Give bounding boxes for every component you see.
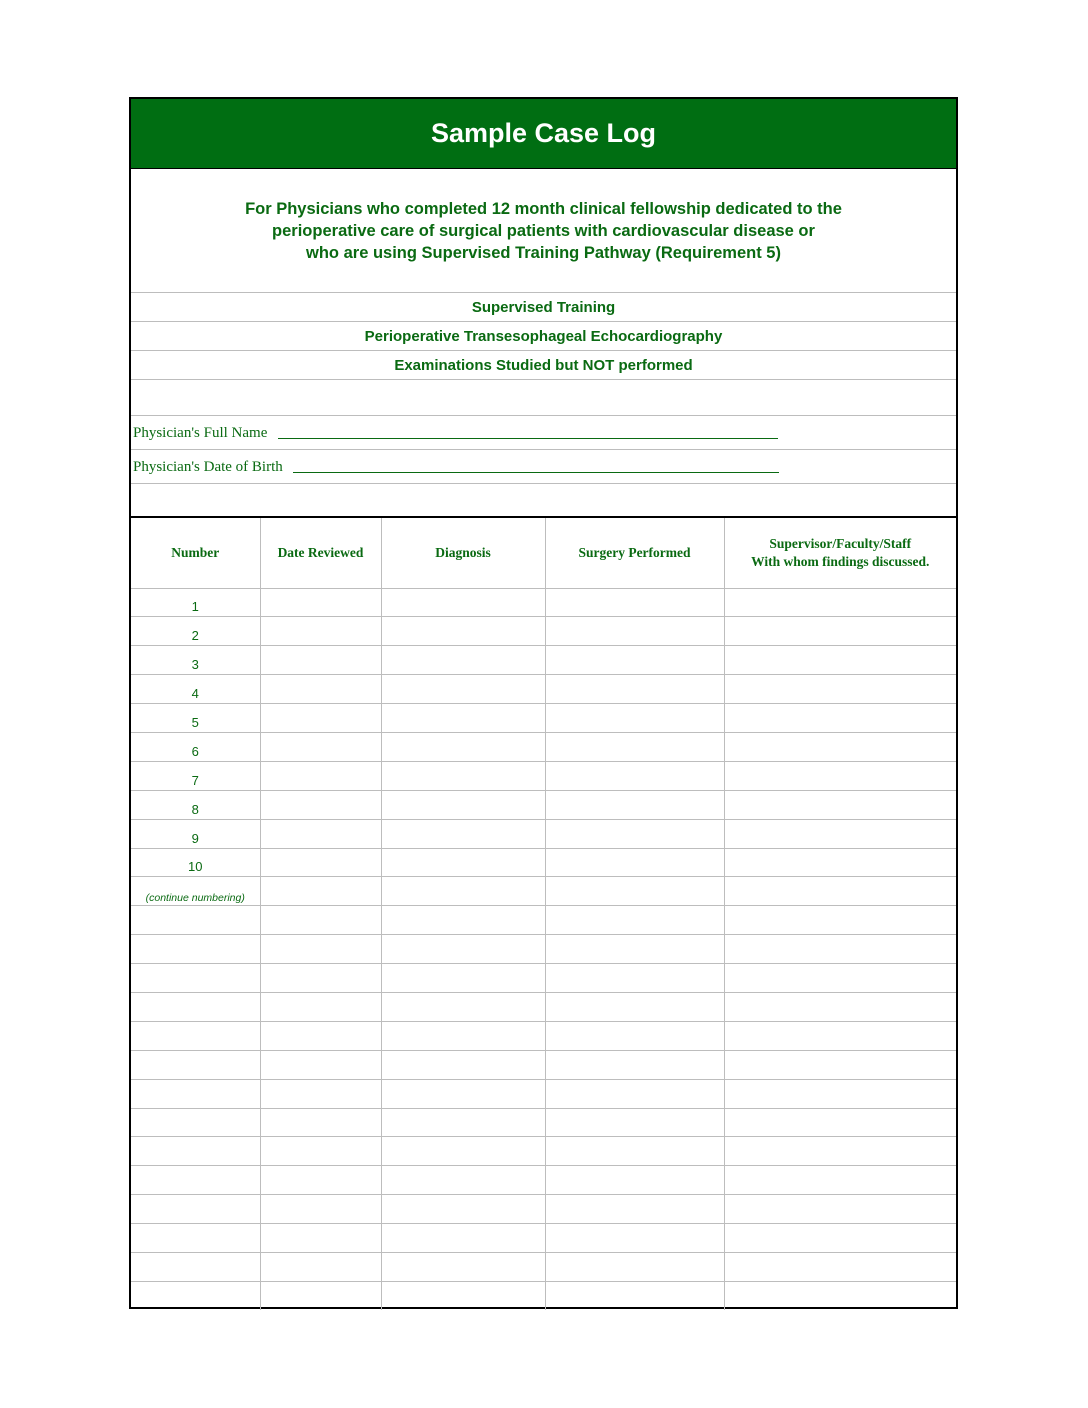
table-row: [131, 877, 956, 906]
row-number-cell[interactable]: [131, 1137, 260, 1166]
date-reviewed-cell[interactable]: [260, 906, 381, 935]
supervisor-cell[interactable]: [724, 1137, 956, 1166]
supervisor-cell[interactable]: [724, 1252, 956, 1281]
diagnosis-cell[interactable]: [381, 761, 545, 790]
table-row: [131, 906, 956, 935]
row-number-cell[interactable]: [131, 1224, 260, 1253]
case-log-table: [131, 516, 956, 1310]
subheading-training: Supervised Training: [131, 293, 956, 322]
diagnosis-cell[interactable]: [381, 848, 545, 877]
row-number-cell[interactable]: 6: [131, 732, 260, 761]
date-reviewed-cell[interactable]: [260, 588, 381, 617]
supervisor-cell[interactable]: [724, 964, 956, 993]
header-supervisor-line-1: Supervisor/Faculty/Staff: [769, 535, 912, 551]
full-name-row: [131, 416, 956, 450]
table-row: [131, 1252, 956, 1281]
table-row: [131, 646, 956, 675]
surgery-performed-cell[interactable]: [545, 935, 724, 964]
date-reviewed-cell[interactable]: [260, 992, 381, 1021]
date-reviewed-cell[interactable]: [260, 732, 381, 761]
date-reviewed-cell[interactable]: [260, 1252, 381, 1281]
surgery-performed-cell[interactable]: [545, 964, 724, 993]
diagnosis-cell[interactable]: [381, 675, 545, 704]
table-row: [131, 1021, 956, 1050]
table-row: [131, 1050, 956, 1079]
date-reviewed-cell[interactable]: [260, 646, 381, 675]
supervisor-cell[interactable]: [724, 819, 956, 848]
table-row: [131, 1166, 956, 1195]
row-number-cell[interactable]: 5: [131, 704, 260, 733]
date-reviewed-cell[interactable]: [260, 1137, 381, 1166]
surgery-performed-cell[interactable]: [545, 992, 724, 1021]
surgery-performed-cell[interactable]: [545, 1224, 724, 1253]
blank-row: [131, 484, 956, 516]
diagnosis-cell[interactable]: [381, 732, 545, 761]
row-number-cell[interactable]: 1: [131, 588, 260, 617]
supervisor-cell[interactable]: [724, 761, 956, 790]
row-number-cell[interactable]: 10: [131, 848, 260, 877]
header-supervisor-line-2: With whom findings discussed.: [751, 553, 930, 569]
surgery-performed-cell[interactable]: [545, 877, 724, 906]
date-reviewed-cell[interactable]: [260, 1021, 381, 1050]
row-number-cell[interactable]: [131, 1050, 260, 1079]
row-number-cell[interactable]: [131, 1195, 260, 1224]
table-header-row: [131, 517, 956, 588]
supervisor-cell[interactable]: [724, 588, 956, 617]
header-date-reviewed: Date Reviewed: [260, 517, 381, 588]
row-number-cell[interactable]: [131, 1108, 260, 1137]
table-row: [131, 964, 956, 993]
date-reviewed-cell[interactable]: [260, 790, 381, 819]
supervisor-cell[interactable]: [724, 790, 956, 819]
full-name-label: Physician's Full Name: [133, 425, 268, 441]
supervisor-cell[interactable]: [724, 906, 956, 935]
row-number-cell[interactable]: [131, 1079, 260, 1108]
intro-text: [131, 169, 956, 293]
supervisor-cell[interactable]: [724, 646, 956, 675]
header-supervisor: [724, 517, 956, 588]
date-reviewed-cell[interactable]: [260, 704, 381, 733]
supervisor-cell[interactable]: [724, 877, 956, 906]
table-row: [131, 992, 956, 1021]
blank-row: [131, 380, 956, 416]
surgery-performed-cell[interactable]: [545, 675, 724, 704]
surgery-performed-cell[interactable]: [545, 1195, 724, 1224]
date-reviewed-cell[interactable]: [260, 848, 381, 877]
table-row: [131, 819, 956, 848]
supervisor-cell[interactable]: [724, 1224, 956, 1253]
supervisor-cell[interactable]: [724, 935, 956, 964]
table-row: [131, 1195, 956, 1224]
row-number-cell[interactable]: 8: [131, 790, 260, 819]
diagnosis-cell[interactable]: [381, 1224, 545, 1253]
date-reviewed-cell[interactable]: [260, 1281, 381, 1310]
supervisor-cell[interactable]: [724, 1050, 956, 1079]
table-row: [131, 1137, 956, 1166]
diagnosis-cell[interactable]: [381, 1137, 545, 1166]
surgery-performed-cell[interactable]: [545, 1021, 724, 1050]
date-reviewed-cell[interactable]: [260, 819, 381, 848]
surgery-performed-cell[interactable]: [545, 704, 724, 733]
row-number-cell[interactable]: [131, 935, 260, 964]
table-row: [131, 1079, 956, 1108]
table-row: [131, 675, 956, 704]
diagnosis-cell[interactable]: [381, 646, 545, 675]
date-reviewed-cell[interactable]: [260, 964, 381, 993]
diagnosis-cell[interactable]: [381, 992, 545, 1021]
diagnosis-cell[interactable]: [381, 790, 545, 819]
diagnosis-cell[interactable]: [381, 1079, 545, 1108]
surgery-performed-cell[interactable]: [545, 761, 724, 790]
date-reviewed-cell[interactable]: [260, 761, 381, 790]
supervisor-cell[interactable]: [724, 992, 956, 1021]
date-reviewed-cell[interactable]: [260, 1079, 381, 1108]
row-number-cell[interactable]: [131, 1281, 260, 1310]
intro-line-2: perioperative care of surgical patients with cardiovascular disease or: [272, 221, 815, 240]
surgery-performed-cell[interactable]: [545, 646, 724, 675]
intro-line-1: For Physicians who completed 12 month clinical fellowship dedicated to the: [245, 199, 842, 218]
diagnosis-cell[interactable]: [381, 1195, 545, 1224]
surgery-performed-cell[interactable]: [545, 588, 724, 617]
table-row: [131, 704, 956, 733]
table-row: [131, 1108, 956, 1137]
table-row: [131, 790, 956, 819]
row-number-cell[interactable]: 2: [131, 617, 260, 646]
row-number-cell[interactable]: [131, 1166, 260, 1195]
case-log-form: [129, 97, 958, 1309]
date-reviewed-cell[interactable]: [260, 1195, 381, 1224]
surgery-performed-cell[interactable]: [545, 1079, 724, 1108]
diagnosis-cell[interactable]: [381, 1050, 545, 1079]
surgery-performed-cell[interactable]: [545, 790, 724, 819]
diagnosis-cell[interactable]: [381, 588, 545, 617]
row-number-cell[interactable]: [131, 906, 260, 935]
table-body: [131, 588, 956, 1310]
row-number-cell[interactable]: 9: [131, 819, 260, 848]
subheading-procedure: Perioperative Transesophageal Echocardiography: [131, 322, 956, 351]
date-reviewed-cell[interactable]: [260, 675, 381, 704]
surgery-performed-cell[interactable]: [545, 1166, 724, 1195]
supervisor-cell[interactable]: [724, 675, 956, 704]
surgery-performed-cell[interactable]: [545, 819, 724, 848]
date-reviewed-cell[interactable]: [260, 1224, 381, 1253]
supervisor-cell[interactable]: [724, 1021, 956, 1050]
form-title: Sample Case Log: [131, 99, 956, 169]
surgery-performed-cell[interactable]: [545, 1108, 724, 1137]
supervisor-cell[interactable]: [724, 848, 956, 877]
diagnosis-cell[interactable]: [381, 1252, 545, 1281]
supervisor-cell[interactable]: [724, 617, 956, 646]
supervisor-cell[interactable]: [724, 1281, 956, 1310]
table-row: [131, 617, 956, 646]
row-number-cell[interactable]: [131, 992, 260, 1021]
dob-row: [131, 450, 956, 484]
row-number-cell[interactable]: 4: [131, 675, 260, 704]
intro-line-3: who are using Supervised Training Pathway (Requirement 5): [306, 243, 781, 262]
table-row: [131, 848, 956, 877]
row-number-cell[interactable]: [131, 964, 260, 993]
dob-label: Physician's Date of Birth: [133, 459, 283, 475]
diagnosis-cell[interactable]: [381, 1021, 545, 1050]
table-row: [131, 732, 956, 761]
supervisor-cell[interactable]: [724, 732, 956, 761]
row-number-cell[interactable]: [131, 1021, 260, 1050]
table-row: [131, 935, 956, 964]
supervisor-cell[interactable]: [724, 704, 956, 733]
header-surgery-performed: Surgery Performed: [545, 517, 724, 588]
date-reviewed-cell[interactable]: [260, 1108, 381, 1137]
table-row: [131, 1224, 956, 1253]
date-reviewed-cell[interactable]: [260, 1166, 381, 1195]
date-reviewed-cell[interactable]: [260, 1050, 381, 1079]
diagnosis-cell[interactable]: [381, 1281, 545, 1310]
supervisor-cell[interactable]: [724, 1079, 956, 1108]
diagnosis-cell[interactable]: [381, 617, 545, 646]
header-diagnosis: Diagnosis: [381, 517, 545, 588]
table-row: [131, 588, 956, 617]
surgery-performed-cell[interactable]: [545, 1252, 724, 1281]
surgery-performed-cell[interactable]: [545, 906, 724, 935]
diagnosis-cell[interactable]: [381, 819, 545, 848]
supervisor-cell[interactable]: [724, 1195, 956, 1224]
dob-input-line[interactable]: [293, 472, 779, 473]
diagnosis-cell[interactable]: [381, 704, 545, 733]
supervisor-cell[interactable]: [724, 1108, 956, 1137]
surgery-performed-cell[interactable]: [545, 617, 724, 646]
surgery-performed-cell[interactable]: [545, 732, 724, 761]
date-reviewed-cell[interactable]: [260, 877, 381, 906]
diagnosis-cell[interactable]: [381, 935, 545, 964]
diagnosis-cell[interactable]: [381, 877, 545, 906]
diagnosis-cell[interactable]: [381, 906, 545, 935]
row-number-cell[interactable]: 3: [131, 646, 260, 675]
date-reviewed-cell[interactable]: [260, 617, 381, 646]
table-row: [131, 1281, 956, 1310]
subheading-exam-type: Examinations Studied but NOT performed: [131, 351, 956, 380]
diagnosis-cell[interactable]: [381, 1166, 545, 1195]
table-row: [131, 761, 956, 790]
full-name-input-line[interactable]: [278, 438, 778, 439]
diagnosis-cell[interactable]: [381, 1108, 545, 1137]
supervisor-cell[interactable]: [724, 1166, 956, 1195]
diagnosis-cell[interactable]: [381, 964, 545, 993]
surgery-performed-cell[interactable]: [545, 848, 724, 877]
surgery-performed-cell[interactable]: [545, 1281, 724, 1310]
row-number-cell[interactable]: 7: [131, 761, 260, 790]
surgery-performed-cell[interactable]: [545, 1137, 724, 1166]
header-number: Number: [131, 517, 260, 588]
surgery-performed-cell[interactable]: [545, 1050, 724, 1079]
date-reviewed-cell[interactable]: [260, 935, 381, 964]
continue-numbering-note: (continue numbering): [131, 877, 260, 906]
row-number-cell[interactable]: [131, 1252, 260, 1281]
